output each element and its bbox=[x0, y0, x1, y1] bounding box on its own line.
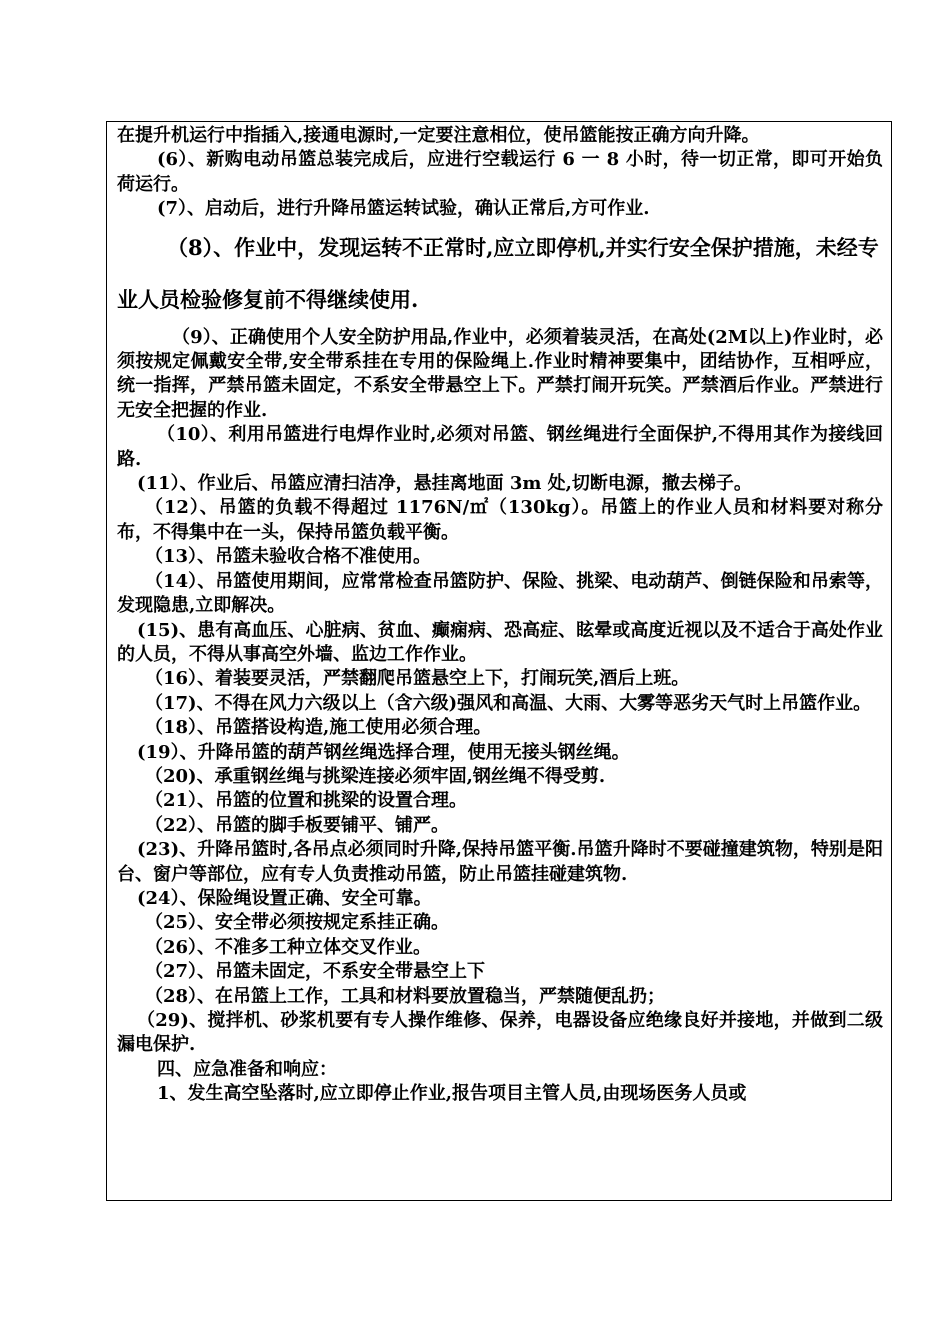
paragraph-16: （16）、着装要灵活，严禁翻爬吊篮悬空上下，打闹玩笑,酒后上班。 bbox=[145, 668, 690, 690]
paragraph-26: （26）、不准多工种立体交叉作业。 bbox=[145, 936, 432, 958]
paragraph-11: (11）、作业后、吊篮应清扫洁净，悬挂离地面 3m 处,切断电源，撤去梯子。 bbox=[137, 473, 752, 495]
paragraph-25: （25）、安全带必须按规定系挂正确。 bbox=[145, 912, 450, 934]
paragraph-9: （9）、正确使用个人安全防护用品,作业中，必须着装灵活，在高处(2M以上)作业时，必须按规定佩戴安全带,安全带系挂在专用的保险绳上.作业时精神要集中，团结协作，互相呼应，统一指挥，严禁吊篮未固定，不系安全带悬空上下。严禁打闹开玩笑。严禁酒后作业。严禁进行无安全把握的作业. bbox=[117, 326, 883, 421]
paragraph-20: （20)、承重钢丝绳与挑梁连接必须牢固,钢丝绳不得受剪. bbox=[145, 765, 606, 787]
paragraph-6: (6）、新购电动吊篮总装完成后，应进行空载运行 6 一 8 小时，待一切正常，即可开始负荷运行。 bbox=[117, 149, 883, 195]
paragraph-29: （29)、搅拌机、砂浆机要有专人操作维修、保养，电器设备应绝缘良好并接地，并做到二级漏电保护. bbox=[117, 1010, 883, 1056]
section-heading-emergency: 四、应急准备和响应： bbox=[157, 1058, 337, 1080]
paragraph-19: (19）、升降吊篮的葫芦钢丝绳选择合理，使用无接头钢丝绳。 bbox=[137, 741, 630, 763]
paragraph-27: （27）、吊篮未固定，不系安全带悬空上下 bbox=[145, 961, 486, 983]
paragraph-21: （21）、吊篮的位置和挑梁的设置合理。 bbox=[145, 790, 468, 812]
paragraph-8: （8）、作业中，发现运转不正常时,应立即停机,并实行安全保护措施，未经专业人员检验修复前不得继续使用. bbox=[117, 234, 879, 312]
paragraph-18: （18）、吊篮搭设构造,施工使用必须合理。 bbox=[145, 717, 492, 739]
document-frame bbox=[106, 121, 892, 1201]
document-body bbox=[107, 122, 891, 1107]
paragraph-13: （13）、吊篮未验收合格不准使用。 bbox=[145, 546, 432, 568]
paragraph-15: (15)、患有高血压、心脏病、贫血、癫痫病、恐高症、眩晕或高度近视以及不适合于高处作业的人员，不得从事高空外墙、监边工作作业。 bbox=[117, 619, 883, 665]
paragraph-23: (23)、升降吊篮时,各吊点必须同时升降,保持吊篮平衡.吊篮升降时不要碰撞建筑物，特别是阳台、窗户等部位，应有专人负责推动吊篮，防止吊篮挂碰建筑物. bbox=[117, 839, 883, 885]
paragraph-28: （28）、在吊篮上工作，工具和材料要放置稳当，严禁随便乱扔； bbox=[145, 985, 666, 1007]
paragraph-emergency-1: 1、发生高空坠落时,应立即停止作业,报告项目主管人员,由现场医务人员或 bbox=[157, 1083, 747, 1105]
paragraph-intro: 在提升机运行中指插入,接通电源时,一定要注意相位，使吊篮能按正确方向升降。 bbox=[117, 125, 760, 146]
paragraph-17: （17)、不得在风力六级以上（含六级)强风和高温、大雨、大雾等恶劣天气时上吊篮作业。 bbox=[145, 692, 872, 714]
paragraph-12: （12）、吊篮的负载不得超过 1176N/㎡（130kg）。吊篮上的作业人员和材料要对称分布，不得集中在一头，保持吊篮负载平衡。 bbox=[117, 497, 883, 543]
paragraph-7: (7）、启动后，进行升降吊篮运转试验，确认正常后,方可作业. bbox=[157, 198, 650, 220]
paragraph-14: （14）、吊篮使用期间，应常常检查吊篮防护、保险、挑梁、电动葫芦、倒链保险和吊索等，发现隐患,立即解决。 bbox=[117, 570, 883, 617]
paragraph-22: （22）、吊篮的脚手板要铺平、铺严。 bbox=[145, 814, 450, 836]
paragraph-10: （10）、利用吊篮进行电焊作业时,必须对吊篮、钢丝绳进行全面保护,不得用其作为接线回路. bbox=[117, 424, 883, 470]
paragraph-24: (24）、保险绳设置正确、安全可靠。 bbox=[137, 887, 432, 909]
